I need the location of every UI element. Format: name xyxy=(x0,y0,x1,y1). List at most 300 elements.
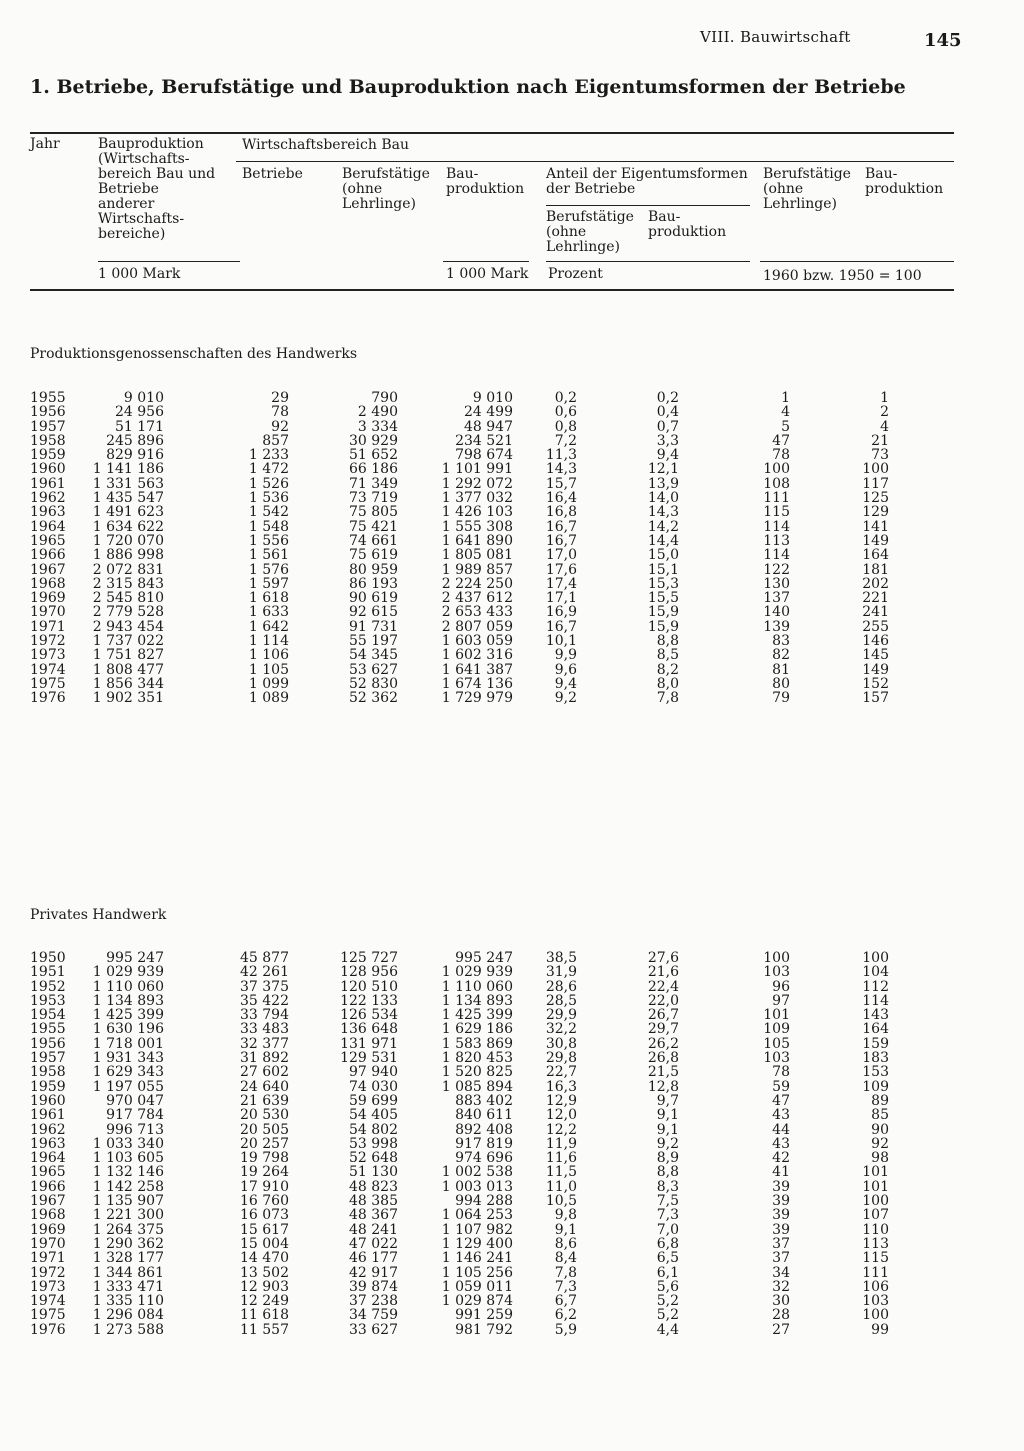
value-cell: 4,4 xyxy=(656,1321,679,1338)
table-row xyxy=(0,520,1024,534)
value-cell: 141 xyxy=(862,518,889,535)
value-cell: 1 141 186 xyxy=(92,461,164,478)
year-cell: 1956 xyxy=(30,1035,66,1052)
table-row xyxy=(0,677,1024,691)
value-cell: 85 xyxy=(871,1107,889,1124)
wirtschaftsbereich-rule xyxy=(236,161,954,162)
value-cell: 1 233 xyxy=(248,447,289,464)
value-cell: 34 xyxy=(772,1264,790,1281)
value-cell: 164 xyxy=(862,547,889,564)
value-cell: 19 798 xyxy=(240,1150,289,1167)
year-cell: 1962 xyxy=(30,490,66,507)
table-row xyxy=(0,634,1024,648)
table-row xyxy=(0,1137,1024,1151)
year-cell: 1968 xyxy=(30,575,66,592)
value-cell: 14,4 xyxy=(647,532,679,549)
value-cell: 1 099 xyxy=(248,675,289,692)
value-cell: 2 315 843 xyxy=(92,575,164,592)
table-row xyxy=(0,1051,1024,1065)
value-cell: 1 630 196 xyxy=(92,1021,164,1038)
header-bauproduktion: Bau- produktion xyxy=(446,166,525,197)
value-cell: 21,5 xyxy=(647,1064,679,1081)
value-cell: 1 856 344 xyxy=(92,675,164,692)
value-cell: 1 618 xyxy=(248,590,289,607)
value-cell: 52 830 xyxy=(349,675,398,692)
value-cell: 73 xyxy=(871,447,889,464)
value-cell: 31 892 xyxy=(240,1050,289,1067)
table-row xyxy=(0,1094,1024,1108)
value-cell: 47 xyxy=(772,1092,790,1109)
table-row xyxy=(0,491,1024,505)
table-row xyxy=(0,420,1024,434)
value-cell: 1 197 055 xyxy=(92,1078,164,1095)
value-cell: 125 727 xyxy=(340,950,398,966)
value-cell: 107 xyxy=(862,1207,889,1224)
header-top-rule xyxy=(30,132,954,134)
value-cell: 1 221 300 xyxy=(92,1207,164,1224)
value-cell: 8,0 xyxy=(656,675,679,692)
value-cell: 1 629 343 xyxy=(92,1064,164,1081)
value-cell: 109 xyxy=(763,1021,790,1038)
table-row xyxy=(0,577,1024,591)
value-cell: 110 xyxy=(862,1221,889,1238)
value-cell: 51 130 xyxy=(349,1164,398,1181)
year-cell: 1965 xyxy=(30,532,66,549)
table-row xyxy=(0,994,1024,1008)
value-cell: 1 718 001 xyxy=(92,1035,164,1052)
value-cell: 129 531 xyxy=(340,1050,398,1067)
value-cell: 45 877 xyxy=(240,950,289,966)
table-row xyxy=(0,1280,1024,1294)
header-anteil-berufstaetige: Berufstätige (ohne Lehrlinge) xyxy=(546,209,634,255)
value-cell: 139 xyxy=(763,618,790,635)
year-cell: 1964 xyxy=(30,1150,66,1167)
value-cell: 2 545 810 xyxy=(92,590,164,607)
value-cell: 51 171 xyxy=(115,418,164,435)
table-row xyxy=(0,1194,1024,1208)
value-cell: 104 xyxy=(862,964,889,981)
table-row xyxy=(0,1308,1024,1322)
value-cell: 27 xyxy=(772,1321,790,1338)
value-cell: 90 619 xyxy=(349,590,398,607)
value-cell: 75 619 xyxy=(349,547,398,564)
value-cell: 1 292 072 xyxy=(441,475,513,492)
value-cell: 17,4 xyxy=(545,575,577,592)
value-cell: 10,5 xyxy=(545,1193,577,1210)
value-cell: 32 377 xyxy=(240,1035,289,1052)
table-row xyxy=(0,648,1024,662)
table-row xyxy=(0,1180,1024,1194)
value-cell: 245 896 xyxy=(106,432,164,449)
value-cell: 241 xyxy=(862,604,889,621)
table-row xyxy=(0,448,1024,462)
value-cell: 17,6 xyxy=(545,561,577,578)
year-cell: 1969 xyxy=(30,1221,66,1238)
year-cell: 1970 xyxy=(30,1235,66,1252)
value-cell: 1 805 081 xyxy=(441,547,513,564)
value-cell: 24 640 xyxy=(240,1078,289,1095)
value-cell: 5,2 xyxy=(656,1293,679,1310)
table-row xyxy=(0,1080,1024,1094)
value-cell: 11,0 xyxy=(545,1178,577,1195)
year-cell: 1966 xyxy=(30,1178,66,1195)
value-cell: 1 xyxy=(880,390,889,406)
header-betriebe: Betriebe xyxy=(242,166,303,182)
value-cell: 47 022 xyxy=(349,1235,398,1252)
header-anteil-bauproduktion: Bau- produktion xyxy=(648,209,727,240)
value-cell: 883 402 xyxy=(455,1092,513,1109)
value-cell: 22,4 xyxy=(647,978,679,995)
value-cell: 122 xyxy=(763,561,790,578)
value-cell: 24 499 xyxy=(464,404,513,421)
value-cell: 1 472 xyxy=(248,461,289,478)
value-cell: 16,8 xyxy=(545,504,577,521)
value-cell: 20 530 xyxy=(240,1107,289,1124)
value-cell: 2 653 433 xyxy=(441,604,513,621)
table-row xyxy=(0,505,1024,519)
year-cell: 1971 xyxy=(30,1250,66,1267)
value-cell: 66 186 xyxy=(349,461,398,478)
value-cell: 81 xyxy=(772,661,790,678)
value-cell: 1 989 857 xyxy=(441,561,513,578)
value-cell: 1 142 258 xyxy=(92,1178,164,1195)
value-cell: 1 064 253 xyxy=(441,1207,513,1224)
value-cell: 42 261 xyxy=(240,964,289,981)
value-cell: 1 101 991 xyxy=(441,461,513,478)
value-cell: 59 699 xyxy=(349,1092,398,1109)
value-cell: 75 805 xyxy=(349,504,398,521)
value-cell: 47 xyxy=(772,432,790,449)
value-cell: 9,6 xyxy=(554,661,577,678)
value-cell: 92 xyxy=(271,418,289,435)
header-wirtschaftsbereich: Wirtschaftsbereich Bau xyxy=(242,137,409,153)
value-cell: 1 597 xyxy=(248,575,289,592)
value-cell: 16,7 xyxy=(545,618,577,635)
value-cell: 7,8 xyxy=(656,690,679,707)
value-cell: 97 xyxy=(772,992,790,1009)
value-cell: 13,9 xyxy=(647,475,679,492)
section-label: Produktionsgenossenschaften des Handwerks xyxy=(30,346,358,362)
value-cell: 114 xyxy=(862,992,889,1009)
year-cell: 1960 xyxy=(30,461,66,478)
value-cell: 6,8 xyxy=(656,1235,679,1252)
value-cell: 74 030 xyxy=(349,1078,398,1095)
value-cell: 6,5 xyxy=(656,1250,679,1267)
table-row xyxy=(0,405,1024,419)
value-cell: 991 259 xyxy=(455,1307,513,1324)
value-cell: 6,2 xyxy=(554,1307,577,1324)
value-cell: 26,8 xyxy=(647,1050,679,1067)
value-cell: 164 xyxy=(862,1021,889,1038)
value-cell: 108 xyxy=(763,475,790,492)
value-cell: 78 xyxy=(772,447,790,464)
value-cell: 14,0 xyxy=(647,490,679,507)
value-cell: 120 510 xyxy=(340,978,398,995)
year-cell: 1968 xyxy=(30,1207,66,1224)
value-cell: 113 xyxy=(862,1235,889,1252)
value-cell: 146 xyxy=(862,633,889,650)
value-cell: 153 xyxy=(862,1064,889,1081)
value-cell: 181 xyxy=(862,561,889,578)
value-cell: 790 xyxy=(371,390,398,406)
value-cell: 21 xyxy=(871,432,889,449)
value-cell: 1 931 343 xyxy=(92,1050,164,1067)
header-index-bauproduktion: Bau- produktion xyxy=(865,166,944,197)
unit-label: 1960 bzw. 1950 = 100 xyxy=(763,268,922,284)
value-cell: 1 129 400 xyxy=(441,1235,513,1252)
value-cell: 16,3 xyxy=(545,1078,577,1095)
value-cell: 114 xyxy=(763,518,790,535)
year-cell: 1955 xyxy=(30,390,66,406)
value-cell: 1 089 xyxy=(248,690,289,707)
value-cell: 1 264 375 xyxy=(92,1221,164,1238)
table-row xyxy=(0,951,1024,965)
value-cell: 37 375 xyxy=(240,978,289,995)
value-cell: 53 998 xyxy=(349,1135,398,1152)
table-row xyxy=(0,391,1024,405)
value-cell: 9,8 xyxy=(554,1207,577,1224)
value-cell: 917 784 xyxy=(106,1107,164,1124)
value-cell: 53 627 xyxy=(349,661,398,678)
value-cell: 14,3 xyxy=(647,504,679,521)
value-cell: 1 344 861 xyxy=(92,1264,164,1281)
value-cell: 9,1 xyxy=(656,1121,679,1138)
value-cell: 9 010 xyxy=(472,390,513,406)
value-cell: 8,9 xyxy=(656,1150,679,1167)
value-cell: 100 xyxy=(862,1193,889,1210)
value-cell: 0,8 xyxy=(554,418,577,435)
value-cell: 981 792 xyxy=(455,1321,513,1338)
value-cell: 1 520 825 xyxy=(441,1064,513,1081)
value-cell: 149 xyxy=(862,532,889,549)
anteil-rule xyxy=(546,205,750,206)
value-cell: 5,9 xyxy=(554,1321,577,1338)
year-cell: 1952 xyxy=(30,978,66,995)
value-cell: 54 345 xyxy=(349,647,398,664)
value-cell: 974 696 xyxy=(455,1150,513,1167)
value-cell: 1 002 538 xyxy=(441,1164,513,1181)
value-cell: 11 618 xyxy=(240,1307,289,1324)
value-cell: 4 xyxy=(781,404,790,421)
value-cell: 130 xyxy=(763,575,790,592)
value-cell: 996 713 xyxy=(106,1121,164,1138)
value-cell: 9,2 xyxy=(554,690,577,707)
value-cell: 59 xyxy=(772,1078,790,1095)
year-cell: 1971 xyxy=(30,618,66,635)
year-cell: 1976 xyxy=(30,1321,66,1338)
value-cell: 12,2 xyxy=(545,1121,577,1138)
value-cell: 48 367 xyxy=(349,1207,398,1224)
value-cell: 1 105 xyxy=(248,661,289,678)
value-cell: 1 105 256 xyxy=(441,1264,513,1281)
value-cell: 48 385 xyxy=(349,1193,398,1210)
value-cell: 1 296 084 xyxy=(92,1307,164,1324)
value-cell: 140 xyxy=(763,604,790,621)
year-cell: 1956 xyxy=(30,404,66,421)
value-cell: 8,3 xyxy=(656,1178,679,1195)
value-cell: 32 xyxy=(772,1278,790,1295)
value-cell: 9,9 xyxy=(554,647,577,664)
value-cell: 1 328 177 xyxy=(92,1250,164,1267)
value-cell: 892 408 xyxy=(455,1121,513,1138)
value-cell: 20 505 xyxy=(240,1121,289,1138)
value-cell: 15,5 xyxy=(647,590,679,607)
value-cell: 1 526 xyxy=(248,475,289,492)
year-cell: 1976 xyxy=(30,690,66,707)
value-cell: 1 331 563 xyxy=(92,475,164,492)
value-cell: 79 xyxy=(772,690,790,707)
value-cell: 1 583 869 xyxy=(441,1035,513,1052)
value-cell: 21,6 xyxy=(647,964,679,981)
value-cell: 29,8 xyxy=(545,1050,577,1067)
table-row xyxy=(0,980,1024,994)
value-cell: 27,6 xyxy=(647,950,679,966)
value-cell: 0,6 xyxy=(554,404,577,421)
value-cell: 1 641 387 xyxy=(441,661,513,678)
value-cell: 75 421 xyxy=(349,518,398,535)
value-cell: 6,1 xyxy=(656,1264,679,1281)
value-cell: 101 xyxy=(763,1007,790,1024)
value-cell: 17,1 xyxy=(545,590,577,607)
value-cell: 159 xyxy=(862,1035,889,1052)
value-cell: 122 133 xyxy=(340,992,398,1009)
section-label: Privates Handwerk xyxy=(30,907,167,923)
table-row xyxy=(0,691,1024,705)
value-cell: 80 xyxy=(772,675,790,692)
value-cell: 5,6 xyxy=(656,1278,679,1295)
value-cell: 86 193 xyxy=(349,575,398,592)
unit-rule-c xyxy=(546,261,750,262)
value-cell: 15,9 xyxy=(647,604,679,621)
value-cell: 101 xyxy=(862,1178,889,1195)
year-cell: 1962 xyxy=(30,1121,66,1138)
year-cell: 1959 xyxy=(30,447,66,464)
value-cell: 0,2 xyxy=(656,390,679,406)
value-cell: 1 603 059 xyxy=(441,633,513,650)
value-cell: 11 557 xyxy=(240,1321,289,1338)
value-cell: 1 134 893 xyxy=(441,992,513,1009)
value-cell: 80 959 xyxy=(349,561,398,578)
value-cell: 39 xyxy=(772,1221,790,1238)
value-cell: 1 146 241 xyxy=(441,1250,513,1267)
unit-label: 1 000 Mark xyxy=(446,266,529,282)
year-cell: 1954 xyxy=(30,1007,66,1024)
value-cell: 54 405 xyxy=(349,1107,398,1124)
value-cell: 28 xyxy=(772,1307,790,1324)
header-berufstaetige: Berufstätige (ohne Lehrlinge) xyxy=(342,166,430,212)
value-cell: 99 xyxy=(871,1321,889,1338)
value-cell: 117 xyxy=(862,475,889,492)
value-cell: 12,9 xyxy=(545,1092,577,1109)
value-cell: 52 648 xyxy=(349,1150,398,1167)
value-cell: 15,3 xyxy=(647,575,679,592)
value-cell: 1 886 998 xyxy=(92,547,164,564)
value-cell: 7,3 xyxy=(554,1278,577,1295)
value-cell: 1 737 022 xyxy=(92,633,164,650)
value-cell: 1 435 547 xyxy=(92,490,164,507)
value-cell: 17 910 xyxy=(240,1178,289,1195)
value-cell: 71 349 xyxy=(349,475,398,492)
value-cell: 7,2 xyxy=(554,432,577,449)
value-cell: 19 264 xyxy=(240,1164,289,1181)
value-cell: 1 751 827 xyxy=(92,647,164,664)
value-cell: 8,8 xyxy=(656,1164,679,1181)
value-cell: 970 047 xyxy=(106,1092,164,1109)
value-cell: 14,2 xyxy=(647,518,679,535)
value-cell: 12,0 xyxy=(545,1107,577,1124)
value-cell: 103 xyxy=(763,1050,790,1067)
value-cell: 128 956 xyxy=(340,964,398,981)
table-row xyxy=(0,462,1024,476)
value-cell: 149 xyxy=(862,661,889,678)
value-cell: 33 794 xyxy=(240,1007,289,1024)
value-cell: 8,2 xyxy=(656,661,679,678)
value-cell: 14 470 xyxy=(240,1250,289,1267)
value-cell: 15,9 xyxy=(647,618,679,635)
value-cell: 1 808 477 xyxy=(92,661,164,678)
year-cell: 1972 xyxy=(30,633,66,650)
value-cell: 37 xyxy=(772,1235,790,1252)
value-cell: 9,1 xyxy=(656,1107,679,1124)
value-cell: 100 xyxy=(862,1307,889,1324)
value-cell: 16,7 xyxy=(545,518,577,535)
value-cell: 1 377 032 xyxy=(441,490,513,507)
value-cell: 1 602 316 xyxy=(441,647,513,664)
unit-rule-b xyxy=(443,261,529,262)
year-cell: 1961 xyxy=(30,475,66,492)
table-row xyxy=(0,1123,1024,1137)
value-cell: 90 xyxy=(871,1121,889,1138)
value-cell: 126 534 xyxy=(340,1007,398,1024)
value-cell: 1 426 103 xyxy=(441,504,513,521)
value-cell: 33 483 xyxy=(240,1021,289,1038)
value-cell: 105 xyxy=(763,1035,790,1052)
value-cell: 7,8 xyxy=(554,1264,577,1281)
year-cell: 1966 xyxy=(30,547,66,564)
value-cell: 100 xyxy=(862,950,889,966)
value-cell: 9,7 xyxy=(656,1092,679,1109)
value-cell: 1 110 060 xyxy=(92,978,164,995)
value-cell: 136 648 xyxy=(340,1021,398,1038)
value-cell: 96 xyxy=(772,978,790,995)
value-cell: 7,0 xyxy=(656,1221,679,1238)
value-cell: 48 823 xyxy=(349,1178,398,1195)
value-cell: 42 xyxy=(772,1150,790,1167)
value-cell: 157 xyxy=(862,690,889,707)
year-cell: 1965 xyxy=(30,1164,66,1181)
value-cell: 109 xyxy=(862,1078,889,1095)
value-cell: 9 010 xyxy=(123,390,164,406)
value-cell: 78 xyxy=(271,404,289,421)
value-cell: 1 290 362 xyxy=(92,1235,164,1252)
value-cell: 26,2 xyxy=(647,1035,679,1052)
year-cell: 1958 xyxy=(30,1064,66,1081)
value-cell: 52 362 xyxy=(349,690,398,707)
value-cell: 3,3 xyxy=(656,432,679,449)
value-cell: 39 xyxy=(772,1193,790,1210)
value-cell: 1 425 399 xyxy=(92,1007,164,1024)
value-cell: 89 xyxy=(871,1092,889,1109)
value-cell: 39 874 xyxy=(349,1278,398,1295)
value-cell: 1 103 605 xyxy=(92,1150,164,1167)
value-cell: 55 197 xyxy=(349,633,398,650)
value-cell: 2 xyxy=(880,404,889,421)
value-cell: 73 719 xyxy=(349,490,398,507)
value-cell: 112 xyxy=(862,978,889,995)
value-cell: 137 xyxy=(763,590,790,607)
value-cell: 1 135 907 xyxy=(92,1193,164,1210)
value-cell: 6,7 xyxy=(554,1293,577,1310)
